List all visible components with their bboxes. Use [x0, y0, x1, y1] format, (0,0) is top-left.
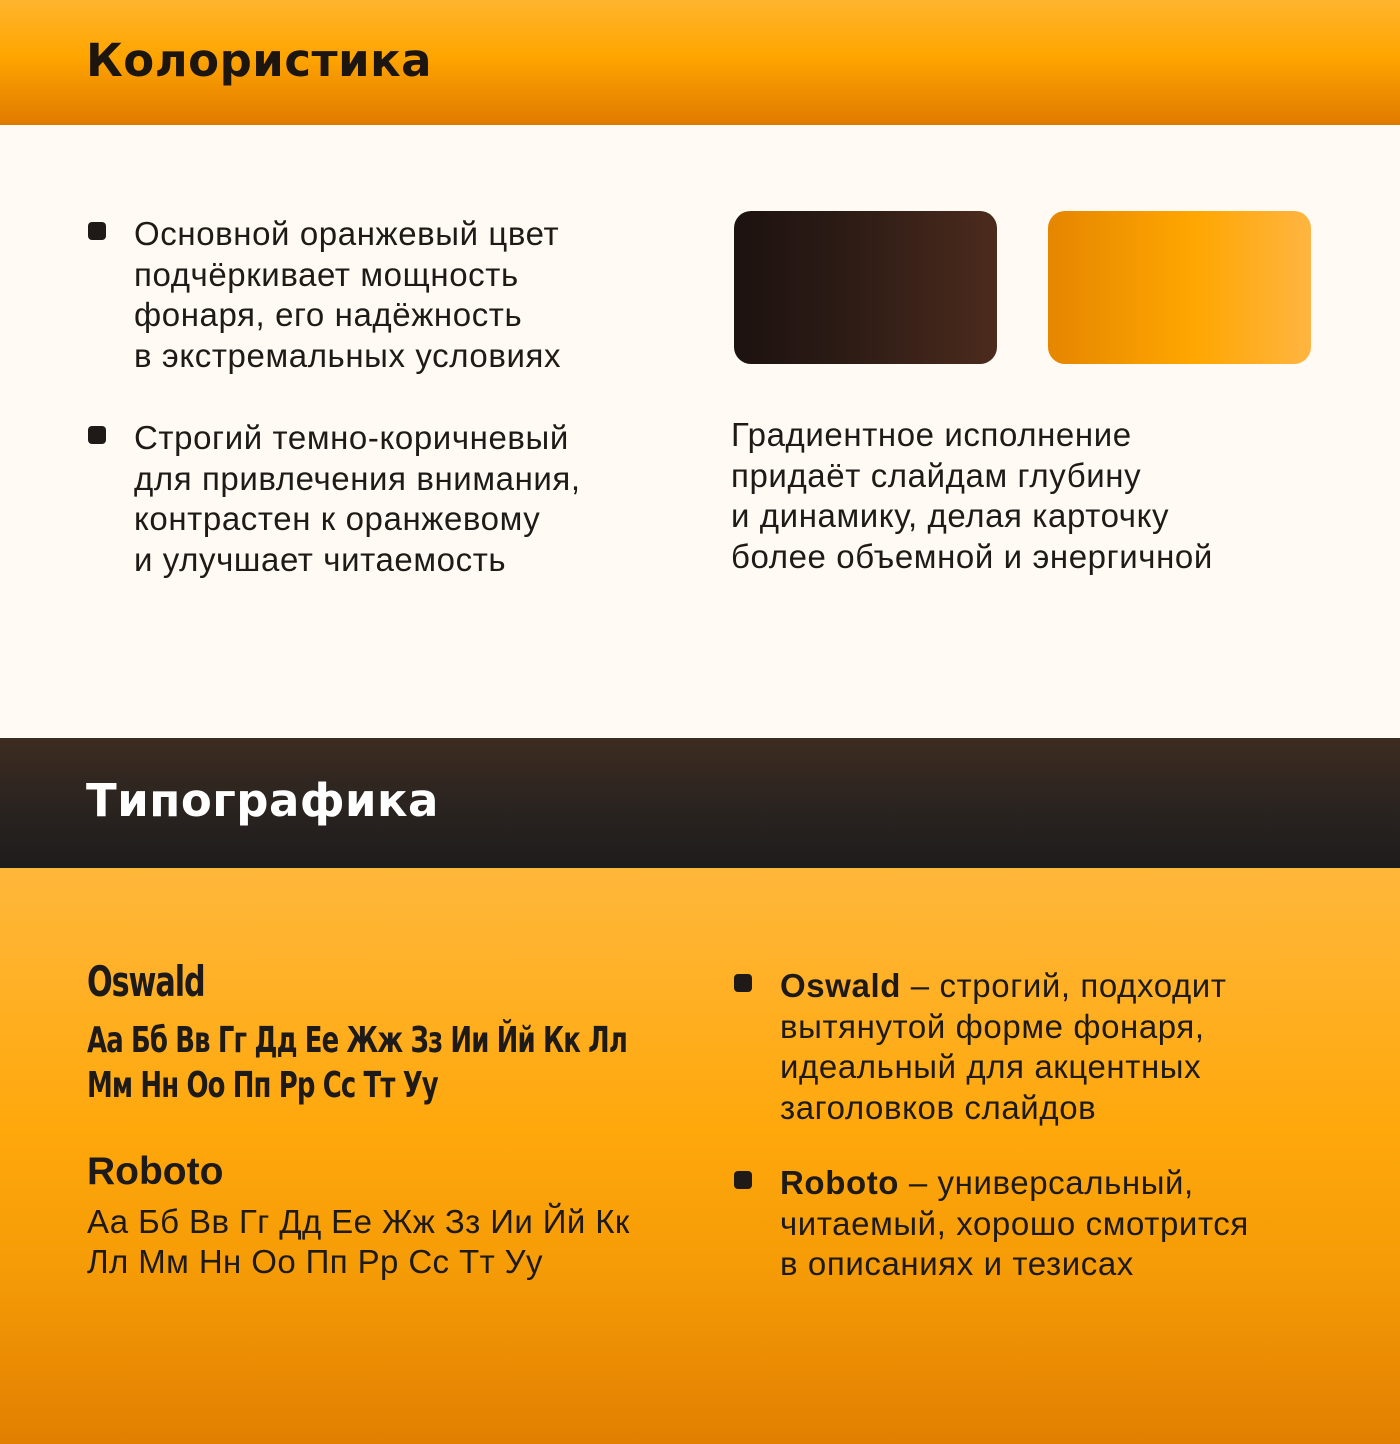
- gradient-description: Градиентное исполнение придаёт слайдам глубину и динамику, делая карточку более объемной и энергичной: [731, 416, 1213, 576]
- bullet-font-name: Roboto: [780, 1164, 900, 1201]
- coloristics-bullet-text: Строгий темно-коричневый для привлечения внимания, контрастен к оранжевому и улучшает читаемость: [134, 419, 581, 579]
- oswald-font-name: Oswald: [87, 957, 205, 1006]
- bullet-marker: [734, 974, 752, 992]
- dark-brown-swatch: [734, 211, 997, 364]
- bullet-font-name: Oswald: [780, 967, 901, 1004]
- typography-title: Типографика: [86, 774, 439, 827]
- orange-swatch: [1048, 211, 1311, 364]
- coloristics-bullet-text: Основной оранжевый цвет подчёркивает мощность фонаря, его надёжность в экстремальных условиях: [134, 215, 562, 375]
- typography-bullet-text: [780, 966, 1380, 1129]
- oswald-alphabet-sample: Аа Бб Вв Гг Дд Ее Жж Зз Ии Йй Кк Лл Мм Нн Оо Пп Рр Сс Тт Уу: [87, 1020, 627, 1106]
- roboto-font-name: Roboto: [87, 1150, 224, 1193]
- bullet-description: – универсальный, читаемый, хорошо смотрится в описаниях и тезисах: [780, 1164, 1249, 1283]
- bullet-marker: [734, 1171, 752, 1189]
- coloristics-title: Колористика: [86, 34, 433, 87]
- bullet-description: – строгий, подходит вытянутой форме фонаря, идеальный для акцентных заголовков слайдов: [780, 967, 1227, 1127]
- typography-bullet-text: [780, 1163, 1380, 1285]
- bullet-marker: [88, 426, 106, 444]
- bullet-marker: [88, 222, 106, 240]
- roboto-alphabet-sample: Аа Бб Вв Гг Дд Ее Жж Зз Ии Йй Кк Лл Мм Нн Оо Пп Рр Сс Тт Уу: [87, 1203, 630, 1280]
